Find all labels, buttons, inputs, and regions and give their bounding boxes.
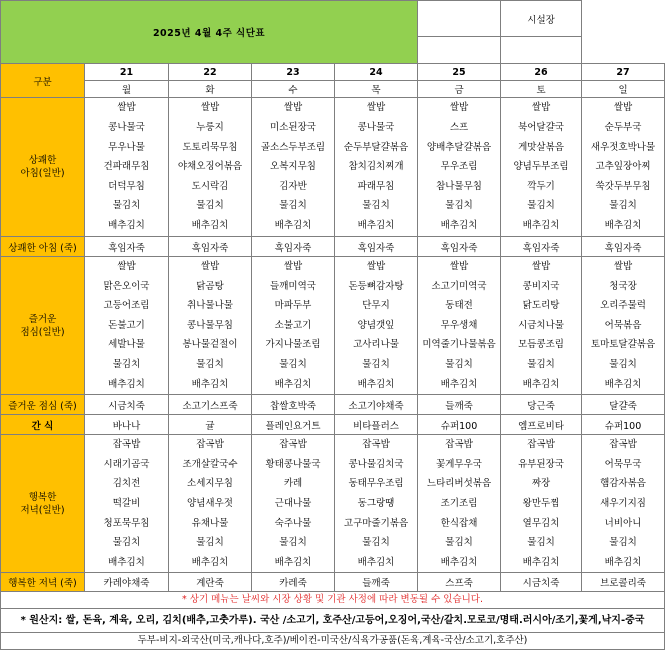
menu-item: 북어달걀국 [518, 122, 564, 134]
dinner-day-menu [335, 435, 418, 573]
lunch-day-menu [582, 257, 665, 395]
menu-item: 배추김치 [274, 556, 312, 568]
breakfast-day-menu [252, 98, 335, 237]
menu-item: 고구마줄기볶음 [343, 517, 409, 529]
menu-item: 세발나물 [108, 339, 145, 351]
lunch-porridge: 소고기스프죽 [169, 395, 252, 415]
dinner-porridge: 카레죽 [252, 573, 335, 592]
dinner-porridge: 브로콜리죽 [582, 573, 665, 592]
dinner-porridge-label: 행복한 저녁 (죽) [1, 573, 85, 592]
sign-label: 시설장 [501, 1, 582, 37]
snack-item: 슈퍼100 [418, 415, 501, 435]
menu-item: 쌀밥 [366, 261, 386, 272]
menu-item: 청국장 [609, 280, 637, 292]
dinner-label: 행복한 저녁(일반) [1, 435, 85, 573]
menu-item: 물김치 [609, 200, 637, 212]
menu-item: 카레 [283, 478, 303, 490]
menu-item: 짜장 [531, 478, 551, 490]
lunch-porridge: 당근죽 [501, 395, 582, 415]
menu-item: 조개살칼국수 [182, 458, 238, 470]
menu-item: 물김치 [196, 200, 224, 212]
menu-item: 배추김치 [522, 378, 560, 390]
day-number: 26 [501, 64, 582, 81]
menu-item: 유채나물 [191, 517, 229, 529]
menu-item: 물김치 [112, 358, 141, 370]
sign-box [501, 37, 582, 64]
origin-info-line-2: 두부-비지-외국산(미국,캐나다,호주)/베이컨-미국산/식육가공품(돈육,계육-국산/소고기,호주산) [1, 633, 665, 650]
dinner-day-menu [252, 435, 335, 573]
dinner-day-menu [169, 435, 252, 573]
day-number: 22 [169, 64, 252, 81]
menu-item: 쌀밥 [531, 102, 551, 114]
menu-item: 오리주물럭 [600, 300, 646, 312]
menu-item: 배추김치 [357, 556, 395, 568]
menu-item: 쌀밥 [283, 261, 303, 272]
menu-item: 물김치 [362, 537, 390, 549]
menu-item: 김치전 [112, 478, 141, 490]
menu-item: 깍두기 [527, 180, 555, 192]
dinner-porridge: 스프죽 [418, 573, 501, 592]
snack-item: 슈퍼100 [582, 415, 665, 435]
menu-item: 배추김치 [604, 378, 642, 390]
menu-item: 마파두부 [274, 300, 312, 312]
menu-item: 골소스두부조림 [260, 141, 326, 153]
menu-item: 느타리버섯볶음 [426, 478, 492, 490]
lunch-porridge: 시금치죽 [85, 395, 169, 415]
sign-blank-cell [418, 37, 501, 64]
menu-item: 들깨미역국 [270, 280, 316, 292]
menu-item: 더덕무침 [108, 180, 145, 192]
dinner-day-menu [582, 435, 665, 573]
breakfast-label: 상쾌한 아침(일반) [1, 98, 85, 237]
menu-item: 물김치 [362, 358, 390, 370]
menu-item: 배추김치 [274, 219, 312, 231]
menu-item: 물김치 [279, 537, 307, 549]
menu-item: 참치김치찌개 [348, 161, 404, 173]
menu-item: 양배추달걀볶음 [426, 141, 492, 153]
breakfast-porridge: 흑임자죽 [335, 237, 418, 257]
menu-item: 콩나물국 [357, 122, 395, 134]
day-number: 21 [85, 64, 169, 81]
breakfast-day-menu [418, 98, 501, 237]
menu-item: 쌀밥 [449, 261, 469, 272]
snack-item: 플레인요거트 [252, 415, 335, 435]
menu-item: 시금치나물 [518, 319, 564, 331]
menu-item: 양념두부조림 [513, 161, 569, 173]
menu-item: 물김치 [362, 200, 390, 212]
menu-item: 배추김치 [604, 556, 642, 568]
menu-item: 배추김치 [108, 556, 145, 568]
menu-item: 순두부국 [604, 122, 642, 134]
menu-item: 떡갈비 [112, 497, 141, 509]
snack-item: 바나나 [85, 415, 169, 435]
menu-item: 맑은오이국 [103, 280, 150, 292]
menu-item: 콩나물김치국 [348, 458, 404, 470]
day-number: 23 [252, 64, 335, 81]
menu-item: 양념갯잎 [357, 319, 395, 331]
menu-item: 돈등뼈감자탕 [348, 280, 404, 292]
menu-item: 물김치 [279, 358, 307, 370]
menu-item: 물김치 [445, 537, 473, 549]
notice-line: * 상기 메뉴는 날씨와 시장 상황 및 기관 사정에 따라 변동될 수 있습니다. [1, 592, 665, 609]
menu-item: 닭곰탕 [196, 280, 224, 292]
menu-item: 배추김치 [357, 378, 395, 390]
menu-item: 봉나물겉절이 [182, 339, 238, 351]
breakfast-porridge: 흑임자죽 [418, 237, 501, 257]
menu-item: 왕만두찜 [522, 497, 560, 509]
lunch-day-menu [85, 257, 169, 395]
menu-item: 배추김치 [274, 378, 312, 390]
menu-item: 잡곡밥 [362, 439, 390, 451]
snack-item: 비타플러스 [335, 415, 418, 435]
menu-item: 쌀밥 [613, 102, 633, 114]
menu-item: 도시락김 [191, 180, 229, 192]
dinner-porridge: 시금치죽 [501, 573, 582, 592]
menu-item: 소세지무침 [187, 478, 233, 490]
header-label: 구분 [1, 64, 85, 98]
dinner-day-menu [501, 435, 582, 573]
menu-item: 고사리나물 [353, 339, 399, 351]
dinner-porridge: 카레야채죽 [85, 573, 169, 592]
menu-item: 누룽지 [196, 122, 224, 134]
menu-item: 잡곡밥 [279, 439, 307, 451]
menu-item: 쌀밥 [283, 102, 303, 114]
weekday: 수 [252, 81, 335, 98]
weekday: 화 [169, 81, 252, 98]
menu-item: 물김치 [279, 200, 307, 212]
day-number: 27 [582, 64, 665, 81]
menu-item: 참나물무침 [436, 180, 482, 192]
menu-item: 한식잡채 [440, 517, 478, 529]
menu-item: 쑥갓두부무침 [595, 180, 651, 192]
dinner-day-menu [85, 435, 169, 573]
menu-item: 모듬콩조림 [518, 339, 564, 351]
menu-item: 물김치 [445, 358, 473, 370]
menu-item: 시래기곰국 [103, 458, 150, 470]
menu-item: 배추김치 [440, 556, 478, 568]
weekday: 금 [418, 81, 501, 98]
menu-item: 유부된장국 [518, 458, 564, 470]
menu-item: 콩비지국 [522, 280, 560, 292]
menu-item: 오복지무침 [270, 161, 316, 173]
breakfast-day-menu [169, 98, 252, 237]
menu-item: 순두부달걀볶음 [343, 141, 409, 153]
menu-item: 동그랑땡 [357, 497, 395, 509]
lunch-porridge-label: 즐거운 점심 (죽) [1, 395, 85, 415]
menu-item: 배추김치 [357, 219, 395, 231]
breakfast-day-menu [582, 98, 665, 237]
menu-item: 양념새우젓 [187, 497, 233, 509]
menu-item: 배추김치 [108, 378, 145, 390]
dinner-porridge: 들깨죽 [335, 573, 418, 592]
menu-item: 조기조림 [440, 497, 478, 509]
breakfast-day-menu [85, 98, 169, 237]
menu-item: 어묵무국 [604, 458, 642, 470]
lunch-day-menu [501, 257, 582, 395]
menu-item: 미역줄기나물볶음 [422, 339, 496, 351]
weekday: 토 [501, 81, 582, 98]
menu-item: 건파래무침 [103, 161, 150, 173]
menu-item: 소고기미역국 [431, 280, 487, 292]
menu-item: 새우기지짐 [600, 497, 646, 509]
menu-item: 배추김치 [522, 219, 560, 231]
menu-item: 물김치 [196, 358, 224, 370]
lunch-day-menu [252, 257, 335, 395]
menu-item: 배추김치 [440, 219, 478, 231]
menu-item: 배추김치 [604, 219, 642, 231]
breakfast-porridge: 흑임자죽 [169, 237, 252, 257]
menu-item: 무우생채 [440, 319, 478, 331]
menu-item: 돈불고기 [108, 319, 145, 331]
breakfast-day-menu [501, 98, 582, 237]
breakfast-day-menu [335, 98, 418, 237]
menu-item: 콩나물국 [108, 122, 145, 134]
lunch-label: 즐거운 점심(일반) [1, 257, 85, 395]
menu-item: 배추김치 [191, 556, 229, 568]
snack-item: 엠프로비타 [501, 415, 582, 435]
menu-item: 쌀밥 [117, 261, 136, 272]
menu-item: 황태콩나물국 [265, 458, 321, 470]
menu-item: 물김치 [196, 537, 224, 549]
menu-item: 무우조림 [440, 161, 478, 173]
menu-item: 미소된장국 [270, 122, 316, 134]
menu-item: 단무지 [362, 300, 390, 312]
menu-item: 김자반 [279, 180, 307, 192]
page-title: 2025년 4월 4주 식단표 [1, 1, 418, 64]
menu-item: 물김치 [527, 200, 555, 212]
menu-item: 무우나물 [108, 141, 145, 153]
menu-item: 물김치 [112, 537, 141, 549]
menu-item: 잡곡밥 [609, 439, 637, 451]
menu-item: 배추김치 [522, 556, 560, 568]
menu-item: 배추김치 [108, 219, 145, 231]
menu-item: 잡곡밥 [445, 439, 473, 451]
menu-item: 배추김치 [191, 219, 229, 231]
menu-item: 잡곡밥 [112, 439, 141, 451]
sign-blank-cell [418, 1, 501, 37]
menu-item: 파래무침 [357, 180, 395, 192]
lunch-day-menu [169, 257, 252, 395]
snack-item: 귤 [169, 415, 252, 435]
menu-item: 동태전 [445, 300, 473, 312]
menu-item: 고등어조림 [103, 300, 150, 312]
menu-item: 잡곡밥 [527, 439, 555, 451]
menu-item: 물김치 [609, 358, 637, 370]
menu-item: 근대나물 [274, 497, 312, 509]
menu-item: 야채오징어볶음 [177, 161, 243, 173]
lunch-porridge: 찹쌀호박죽 [252, 395, 335, 415]
menu-item: 햄감자볶음 [600, 478, 646, 490]
menu-item: 쌀밥 [613, 261, 633, 272]
menu-item: 게맛살볶음 [518, 141, 564, 153]
breakfast-porridge: 흑임자죽 [501, 237, 582, 257]
weekday: 일 [582, 81, 665, 98]
menu-item: 물김치 [527, 358, 555, 370]
menu-item: 쌀밥 [449, 102, 469, 114]
origin-info-line: * 원산지: 쌀, 돈육, 계육, 오리, 김치(배추,고춧가루). 국산 /소고기, 호주산/고등어,오징어,국산/갈치.모로코/명태.러시아/조기,꽃게,낙지-중국 [1, 609, 665, 633]
breakfast-porridge-label: 상쾌한 아침 (죽) [1, 237, 85, 257]
menu-item: 토마토달걀볶음 [590, 339, 656, 351]
menu-item: 쌀밥 [366, 102, 386, 114]
menu-item: 열무김치 [522, 517, 560, 529]
weekday: 목 [335, 81, 418, 98]
menu-item: 새우젓호박나물 [590, 141, 656, 153]
lunch-day-menu [335, 257, 418, 395]
menu-item: 취나물나물 [187, 300, 233, 312]
weekday: 월 [85, 81, 169, 98]
menu-item: 숙주나물 [274, 517, 312, 529]
menu-item: 동태무우조림 [348, 478, 404, 490]
menu-item: 스프 [449, 122, 469, 134]
menu-item: 고추잎장아찌 [595, 161, 651, 173]
menu-item: 닭도리탕 [522, 300, 560, 312]
breakfast-porridge: 흑임자죽 [85, 237, 169, 257]
menu-item: 어묵볶음 [604, 319, 642, 331]
day-number: 24 [335, 64, 418, 81]
lunch-porridge: 달걀죽 [582, 395, 665, 415]
menu-item: 쌀밥 [117, 102, 136, 114]
menu-item: 배추김치 [191, 378, 229, 390]
menu-item: 물김치 [527, 537, 555, 549]
menu-item: 청포묵무침 [103, 517, 150, 529]
menu-item: 물김치 [112, 200, 141, 212]
dinner-day-menu [418, 435, 501, 573]
menu-item: 쌀밥 [531, 261, 551, 272]
dinner-porridge: 계란죽 [169, 573, 252, 592]
menu-item: 배추김치 [440, 378, 478, 390]
menu-item: 도토리묵무침 [182, 141, 238, 153]
lunch-porridge: 소고기야채죽 [335, 395, 418, 415]
menu-item: 꽃게무우국 [436, 458, 482, 470]
snack-label: 간 식 [1, 415, 85, 435]
breakfast-porridge: 흑임자죽 [582, 237, 665, 257]
lunch-porridge: 들깨죽 [418, 395, 501, 415]
breakfast-porridge: 흑임자죽 [252, 237, 335, 257]
day-number: 25 [418, 64, 501, 81]
menu-item: 너비아니 [604, 517, 642, 529]
menu-item: 쌀밥 [200, 261, 220, 272]
menu-item: 콩나물무침 [187, 319, 233, 331]
menu-item: 물김치 [609, 537, 637, 549]
menu-item: 잡곡밥 [196, 439, 224, 451]
menu-item: 소불고기 [274, 319, 312, 331]
menu-item: 가지나물조림 [265, 339, 321, 351]
menu-item: 쌀밥 [200, 102, 220, 114]
menu-item: 물김치 [445, 200, 473, 212]
lunch-day-menu [418, 257, 501, 395]
